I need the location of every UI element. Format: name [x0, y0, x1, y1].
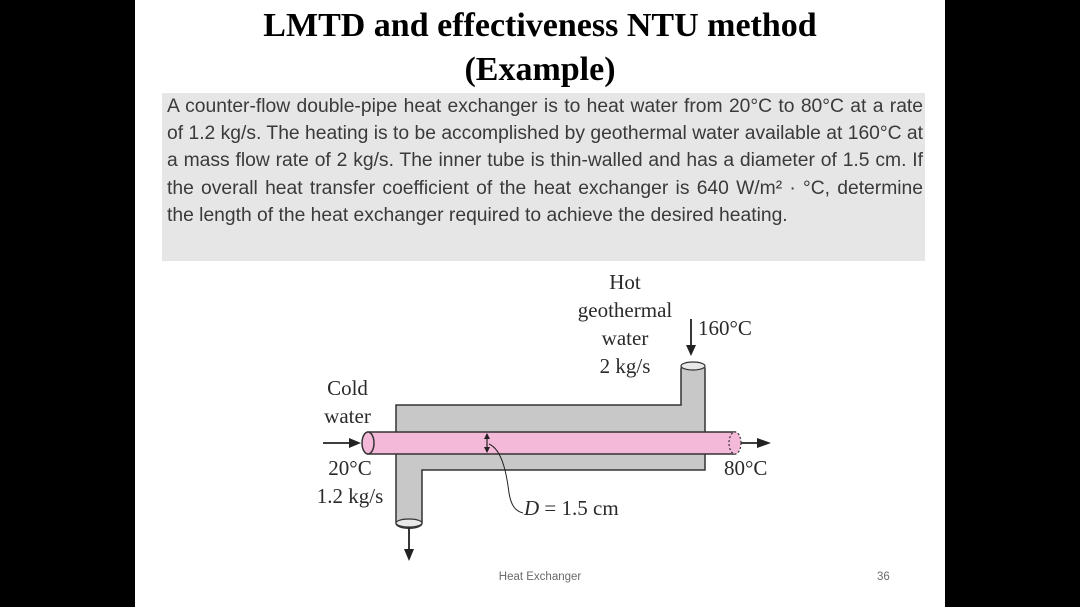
- hot-flow-rate: 2 kg/s: [599, 354, 651, 378]
- inner-tube-inlet-end: [362, 432, 374, 454]
- cold-inlet-info: [295, 454, 405, 510]
- hot-label-line-3: water: [601, 326, 649, 350]
- diameter-value: = 1.5 cm: [544, 496, 619, 520]
- diameter-label: [524, 494, 619, 522]
- hot-water-label: [555, 268, 695, 380]
- hot-label-line-1: Hot: [609, 270, 641, 294]
- inner-tube: [368, 432, 735, 454]
- title-line-1: LMTD and effectiveness NTU method: [263, 7, 817, 44]
- hot-inlet-temp: 160°C: [698, 316, 752, 340]
- cold-water-label: [305, 374, 390, 430]
- cold-label-line-1: Cold: [327, 376, 368, 400]
- problem-statement: A counter-flow double-pipe heat exchanger is to heat water from 20°C to 80°C at a rate of 1.2 kg/s. The heating is to be accomplished by geothermal water available at 160°C at a mass flow rate of 2 kg/s. The inner tube is thin-walled and has a diameter of 1.5 cm. If the overall heat transfer coefficient of the heat exchanger is 640 W/m² · °C, determine the length of the heat exchanger required to achieve the desired heating.: [167, 96, 923, 226]
- slide: [135, 0, 945, 607]
- diameter-symbol: D: [524, 496, 540, 520]
- cold-inlet-temp: 20°C: [328, 456, 372, 480]
- cold-outlet-temp: 80°C: [724, 456, 768, 480]
- page-number: 36: [877, 571, 890, 583]
- heat-exchanger-figure: [135, 265, 945, 575]
- title-line-2: (Example): [464, 51, 616, 88]
- cold-label-line-2: water: [324, 404, 371, 428]
- hot-outlet-opening: [396, 519, 422, 527]
- cold-flow-rate: 1.2 kg/s: [316, 484, 384, 508]
- problem-statement-box: [162, 93, 925, 261]
- slide-title: [135, 4, 945, 92]
- heat-exchanger-diagram: [135, 265, 945, 575]
- footer-title: Heat Exchanger: [498, 571, 582, 583]
- hot-label-line-2: geothermal: [577, 298, 673, 322]
- inner-tube-outlet-end: [729, 432, 741, 454]
